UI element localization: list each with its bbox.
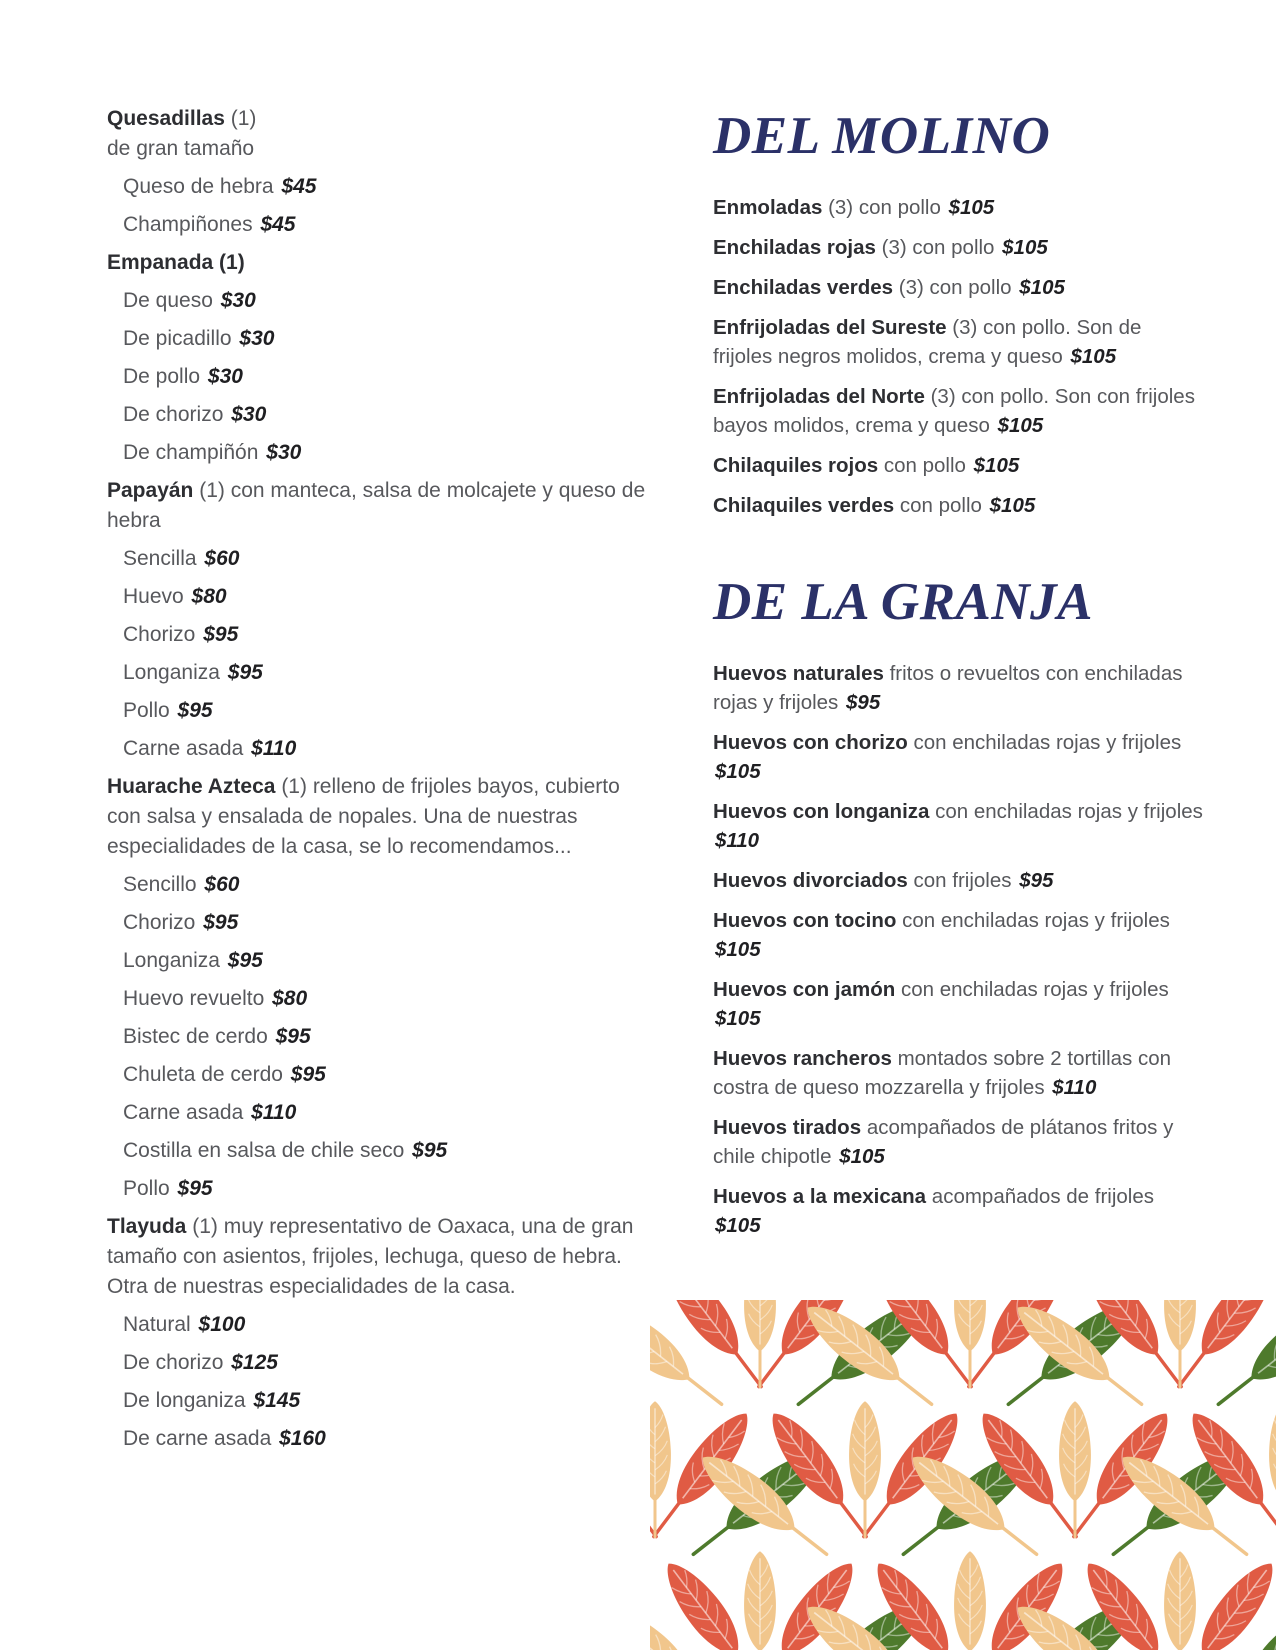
- menu-item: [713, 866, 1203, 895]
- item-price: $80: [191, 585, 227, 608]
- menu-item: [107, 946, 652, 976]
- section-desc: (1) con manteca, salsa de molcajete y queso de hebra: [107, 479, 646, 532]
- menu-item: [713, 1113, 1203, 1171]
- item-price: $30: [266, 441, 302, 464]
- item-price: $30: [239, 327, 275, 350]
- menu-item: [107, 658, 652, 688]
- item-price: $95: [227, 661, 263, 684]
- item-name: Enmoladas: [713, 196, 823, 219]
- section-title: [107, 104, 652, 164]
- menu-item: [107, 984, 652, 1014]
- menu-section-huarache: [107, 772, 652, 1204]
- item-price: $95: [227, 949, 263, 972]
- item-price: $105: [997, 414, 1044, 437]
- item-desc: fritos o revueltos con enchiladas rojas y frijoles: [713, 662, 1183, 714]
- item-name: De pollo: [123, 365, 201, 388]
- menu-item: [107, 734, 652, 764]
- item-name: Huevos con chorizo: [713, 731, 908, 754]
- section-name: Quesadillas: [107, 107, 225, 130]
- item-price: $110: [1052, 1076, 1097, 1099]
- item-name: Enchiladas verdes: [713, 276, 894, 299]
- item-desc: con pollo: [883, 454, 966, 477]
- item-name: Huevo: [123, 585, 184, 608]
- menu-item: [107, 696, 652, 726]
- item-price: $105: [1002, 236, 1048, 259]
- section-name: Empanada (1): [107, 251, 245, 274]
- item-price: $110: [251, 1101, 297, 1124]
- menu-item: [713, 313, 1203, 371]
- item-price: $95: [203, 623, 239, 646]
- section-desc: (1) muy representativo de Oaxaca, una de gran tamaño con asientos, frijoles, lechuga, queso de hebra. Otra de nuestras especialidades de la casa.: [107, 1215, 634, 1298]
- item-desc: con enchiladas rojas y frijoles: [913, 731, 1182, 754]
- menu-item: [713, 193, 1203, 222]
- section-heading-de-la-granja: DE LA GRANJA: [713, 573, 1094, 631]
- item-name: Huevos con longaniza: [713, 800, 930, 823]
- menu-item: [713, 273, 1203, 302]
- item-name: Sencillo: [123, 873, 197, 896]
- item-price: $100: [198, 1313, 246, 1336]
- item-name: De longaniza: [123, 1389, 246, 1412]
- item-price: $105: [715, 1214, 761, 1237]
- item-name: De chorizo: [123, 403, 224, 426]
- leaf-pattern: [650, 1300, 1276, 1650]
- section-qty: (1): [230, 107, 257, 130]
- item-price: $95: [1019, 869, 1054, 892]
- section-title: [107, 1212, 652, 1302]
- item-price: $95: [412, 1139, 448, 1162]
- item-name: De queso: [123, 289, 213, 312]
- menu-item: [713, 451, 1203, 480]
- menu-item: [107, 1060, 652, 1090]
- menu-item: [107, 362, 652, 392]
- item-price: $95: [177, 699, 213, 722]
- item-price: $30: [231, 403, 267, 426]
- section-name: Huarache Azteca: [107, 775, 276, 798]
- item-name: Carne asada: [123, 737, 244, 760]
- item-price: $60: [204, 873, 240, 896]
- menu-item: [107, 1348, 652, 1378]
- menu-item: [107, 582, 652, 612]
- menu-item: [107, 908, 652, 938]
- item-name: De carne asada: [123, 1427, 272, 1450]
- menu-item: [713, 797, 1203, 855]
- menu-item: [107, 620, 652, 650]
- menu-item: [713, 906, 1203, 964]
- item-desc: (3) con pollo: [828, 196, 941, 219]
- item-desc: con enchiladas rojas y frijoles: [902, 909, 1170, 932]
- menu-item: [713, 728, 1203, 786]
- item-price: $60: [204, 547, 240, 570]
- menu-item: [107, 172, 652, 202]
- item-name: Enfrijoladas del Sureste: [713, 316, 947, 339]
- item-price: $105: [1070, 345, 1117, 368]
- item-price: $110: [251, 737, 297, 760]
- item-name: Enfrijoladas del Norte: [713, 385, 925, 408]
- item-desc: (3) con pollo: [898, 276, 1012, 299]
- item-name: Huevo revuelto: [123, 987, 265, 1010]
- item-desc: montados sobre 2 tortillas con costra de queso mozzarella y frijoles: [713, 1047, 1172, 1099]
- section-title: [107, 248, 652, 278]
- item-name: De picadillo: [123, 327, 232, 350]
- menu-item: [107, 1098, 652, 1128]
- item-name: Natural: [123, 1313, 191, 1336]
- item-name: Chorizo: [123, 911, 196, 934]
- item-name: Costilla en salsa de chile seco: [123, 1139, 405, 1162]
- item-name: Huevos con tocino: [713, 909, 897, 932]
- menu-section-papayan: [107, 476, 652, 764]
- item-desc: con frijoles: [913, 869, 1012, 892]
- item-desc: acompañados de plátanos fritos y chile chipotle: [713, 1116, 1174, 1168]
- item-price: $95: [275, 1025, 311, 1048]
- item-name: Huevos naturales: [713, 662, 884, 685]
- item-price: $105: [715, 760, 761, 783]
- item-name: Champiñones: [123, 213, 253, 236]
- item-desc: con pollo: [899, 494, 982, 517]
- item-desc: con enchiladas rojas y frijoles: [900, 978, 1169, 1001]
- item-desc: (3) con pollo. Son con frijoles bayos molidos, crema y queso: [713, 385, 1195, 437]
- section-title: [107, 476, 652, 536]
- item-name: Pollo: [123, 1177, 170, 1200]
- item-name: Huevos tirados: [713, 1116, 862, 1139]
- menu-section-empanada: [107, 248, 652, 468]
- item-name: De champiñón: [123, 441, 259, 464]
- item-name: Queso de hebra: [123, 175, 274, 198]
- item-price: $45: [260, 213, 296, 236]
- menu-item: [713, 659, 1203, 717]
- menu-item: [107, 1022, 652, 1052]
- item-name: Chilaquiles verdes: [713, 494, 895, 517]
- menu-item: [107, 1174, 652, 1204]
- item-name: Enchiladas rojas: [713, 236, 876, 259]
- item-price: $105: [715, 1007, 761, 1030]
- item-price: $105: [839, 1145, 885, 1168]
- item-name: Pollo: [123, 699, 170, 722]
- menu-item: [107, 400, 652, 430]
- item-name: Chorizo: [123, 623, 196, 646]
- menu-item: [713, 491, 1203, 520]
- menu-item: [713, 1044, 1203, 1102]
- item-name: Huevos rancheros: [713, 1047, 892, 1070]
- item-desc: (3) con pollo: [881, 236, 995, 259]
- item-name: Huevos divorciados: [713, 869, 908, 892]
- item-price: $105: [973, 454, 1020, 477]
- section-heading-del-molino: DEL MOLINO: [713, 107, 1051, 165]
- menu-item: [713, 1182, 1203, 1240]
- leaf-pattern-svg: [650, 1300, 1276, 1650]
- section-name: Tlayuda: [107, 1215, 187, 1238]
- item-price: $125: [231, 1351, 278, 1374]
- menu-item: [107, 286, 652, 316]
- section-desc: (1) relleno de frijoles bayos, cubierto con salsa y ensalada de nopales. Una de nuestras especialidades de la casa, se lo recomendamos...: [107, 775, 620, 858]
- item-desc: con enchiladas rojas y frijoles: [935, 800, 1203, 823]
- section-title: [107, 772, 652, 862]
- menu-item: [713, 382, 1203, 440]
- item-price: $105: [948, 196, 995, 219]
- item-price: $105: [715, 938, 761, 961]
- menu-item: [107, 544, 652, 574]
- section-name: Papayán: [107, 479, 194, 502]
- item-price: $145: [253, 1389, 301, 1412]
- menu-item: [713, 975, 1203, 1033]
- menu-left-column: [107, 104, 652, 1462]
- item-price: $95: [846, 691, 881, 714]
- item-price: $95: [290, 1063, 326, 1086]
- item-price: $105: [989, 494, 1036, 517]
- item-name: Huevos a la mexicana: [713, 1185, 927, 1208]
- item-name: Longaniza: [123, 661, 220, 684]
- item-desc: acompañados de frijoles: [931, 1185, 1155, 1208]
- item-name: Longaniza: [123, 949, 220, 972]
- item-name: Huevos con jamón: [713, 978, 896, 1001]
- item-price: $105: [1019, 276, 1065, 299]
- menu-item: [107, 438, 652, 468]
- section-desc: de gran tamaño: [107, 137, 255, 160]
- menu-section-tlayuda: [107, 1212, 652, 1454]
- item-price: $95: [203, 911, 239, 934]
- menu-item: [107, 1386, 652, 1416]
- item-price: $45: [281, 175, 317, 198]
- menu-right-column: [713, 108, 1203, 1251]
- menu-item: [107, 1424, 652, 1454]
- item-name: Bistec de cerdo: [123, 1025, 268, 1048]
- item-price: $110: [715, 829, 760, 852]
- item-name: Sencilla: [123, 547, 197, 570]
- menu-item: [107, 870, 652, 900]
- item-name: Chilaquiles rojos: [713, 454, 879, 477]
- item-name: De chorizo: [123, 1351, 224, 1374]
- menu-section-quesadillas: [107, 104, 652, 240]
- item-price: $30: [220, 289, 256, 312]
- item-price: $80: [272, 987, 308, 1010]
- menu-item: [107, 210, 652, 240]
- menu-item: [107, 1310, 652, 1340]
- item-price: $95: [177, 1177, 213, 1200]
- item-price: $160: [279, 1427, 326, 1450]
- menu-item: [107, 324, 652, 354]
- item-name: Chuleta de cerdo: [123, 1063, 283, 1086]
- item-name: Carne asada: [123, 1101, 244, 1124]
- item-desc: (3) con pollo. Son de frijoles negros molidos, crema y queso: [713, 316, 1142, 368]
- menu-item: [713, 233, 1203, 262]
- menu-item: [107, 1136, 652, 1166]
- item-price: $30: [207, 365, 243, 388]
